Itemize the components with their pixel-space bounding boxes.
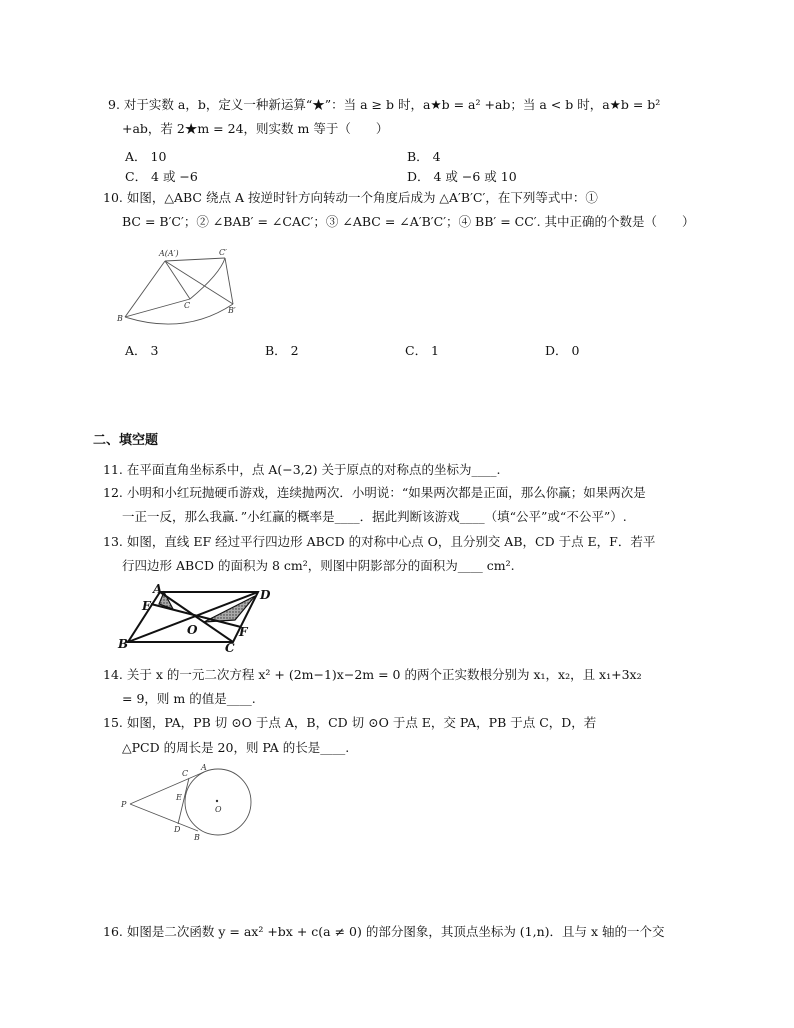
q13-text-1: 如图，直线 EF 经过平行四边形 ABCD 的对称中心点 O，且分别交 AB，CD 于点 E，F．若平: [126, 534, 656, 549]
q12-number: 12.: [103, 485, 123, 500]
q10-text-2: BC = B′C′；② ∠BAB′ = ∠CAC′；③ ∠ABC = ∠A′B′C′；④ BB′ = CC′. 其中正确的个数是（ ）: [122, 214, 695, 229]
q10-text-1: 如图，△ABC 绕点 A 按逆时针方向转动一个角度后成为 △A′B′C′，在下列等式中：①: [126, 190, 598, 205]
label-b: B: [118, 637, 129, 651]
q10-option-d: D． 0: [545, 343, 580, 358]
q14-text-2: = 9，则 m 的值是____.: [122, 691, 256, 706]
label-b-prime: B′: [228, 306, 236, 315]
q10-option-c: C． 1: [405, 343, 439, 358]
label-p: P: [121, 800, 127, 809]
q16-number: 16.: [103, 924, 123, 939]
q11-number: 11.: [103, 462, 123, 477]
q13-number: 13.: [103, 534, 123, 549]
circle-o: [185, 769, 251, 835]
q15-text-1: 如图，PA，PB 切 ⊙O 于点 A，B，CD 切 ⊙O 于点 E，交 PA，PB 于点 C，D，若: [126, 715, 597, 730]
label-a: A: [201, 763, 207, 772]
label-a: A: [153, 584, 163, 596]
q13-line1: [103, 533, 655, 551]
q9-option-a: A． 10: [125, 149, 167, 164]
q15-text-2: △PCD 的周长是 20，则 PA 的长是____.: [122, 740, 350, 755]
arc-cc-prime: [190, 258, 225, 299]
q9-number: 9.: [108, 97, 120, 112]
q15-tangent-circle-figure: [118, 760, 258, 845]
q12-line1: [103, 484, 646, 502]
q11-text-1: 在平面直角坐标系中，点 A(−3,2) 关于原点的对称点的坐标为____.: [126, 462, 501, 477]
label-e: E: [142, 599, 152, 613]
label-b: B: [117, 314, 123, 323]
label-d: D: [260, 588, 271, 602]
label-c: C: [184, 301, 191, 310]
q10-option-a: A． 3: [125, 343, 159, 358]
label-c-prime: C′: [219, 248, 227, 257]
q16-line1: [103, 923, 665, 941]
label-c: C: [225, 641, 235, 654]
q10-rotation-figure: [115, 244, 245, 326]
label-c: C: [182, 769, 189, 778]
label-o: O: [215, 805, 222, 814]
q9-option-c: C． 4 或 −6: [125, 169, 198, 184]
section-title-fill-blank: 二、填空题: [93, 433, 159, 448]
q15-line1: [103, 714, 596, 732]
q9-option-b: B． 4: [407, 149, 441, 164]
q16-text-1: 如图是二次函数 y = ax² +bx + c(a ≠ 0) 的部分图象，其顶点坐标为 (1,n)．且与 x 轴的一个交: [126, 924, 665, 939]
q11-line1: [103, 461, 500, 479]
q13-parallelogram-figure: [115, 584, 280, 654]
q14-text-1: 关于 x 的一元二次方程 x² + (2m−1)x−2m = 0 的两个正实数根分别为 x₁，x₂，且 x₁+3x₂: [126, 667, 642, 682]
label-d: D: [174, 825, 181, 834]
q15-number: 15.: [103, 715, 123, 730]
q12-text-1: 小明和小红玩抛硬币游戏，连续抛两次．小明说：“如果两次都是正面，那么你赢；如果两次是: [126, 485, 646, 500]
q10-line1: [103, 189, 598, 207]
q9-line1: [108, 96, 660, 114]
q12-text-2: 一正一反，那么我赢．”小红赢的概率是____．据此判断该游戏____（填“公平”或“不公平”）.: [122, 509, 627, 524]
label-b: B: [194, 833, 200, 842]
label-o: O: [187, 623, 198, 637]
q9-option-d: D． 4 或 −6 或 10: [407, 169, 517, 184]
q10-number: 10.: [103, 190, 123, 205]
label-f: F: [239, 625, 248, 639]
q9-text-2: +ab，若 2★m = 24，则实数 m 等于（ ）: [122, 121, 389, 136]
arc-bb-prime: [125, 304, 233, 324]
q10-option-b: B． 2: [265, 343, 299, 358]
q9-text-1: 对于实数 a，b，定义一种新运算“★”：当 a ≥ b 时，a★b = a² +ab；当 a < b 时，a★b = b²: [123, 97, 661, 112]
label-e: E: [176, 793, 182, 802]
q14-number: 14.: [103, 667, 123, 682]
q14-line1: [103, 666, 642, 684]
label-a: A(A′): [159, 249, 179, 258]
q13-text-2: 行四边形 ABCD 的面积为 8 cm²，则图中阴影部分的面积为____ cm².: [122, 558, 515, 573]
